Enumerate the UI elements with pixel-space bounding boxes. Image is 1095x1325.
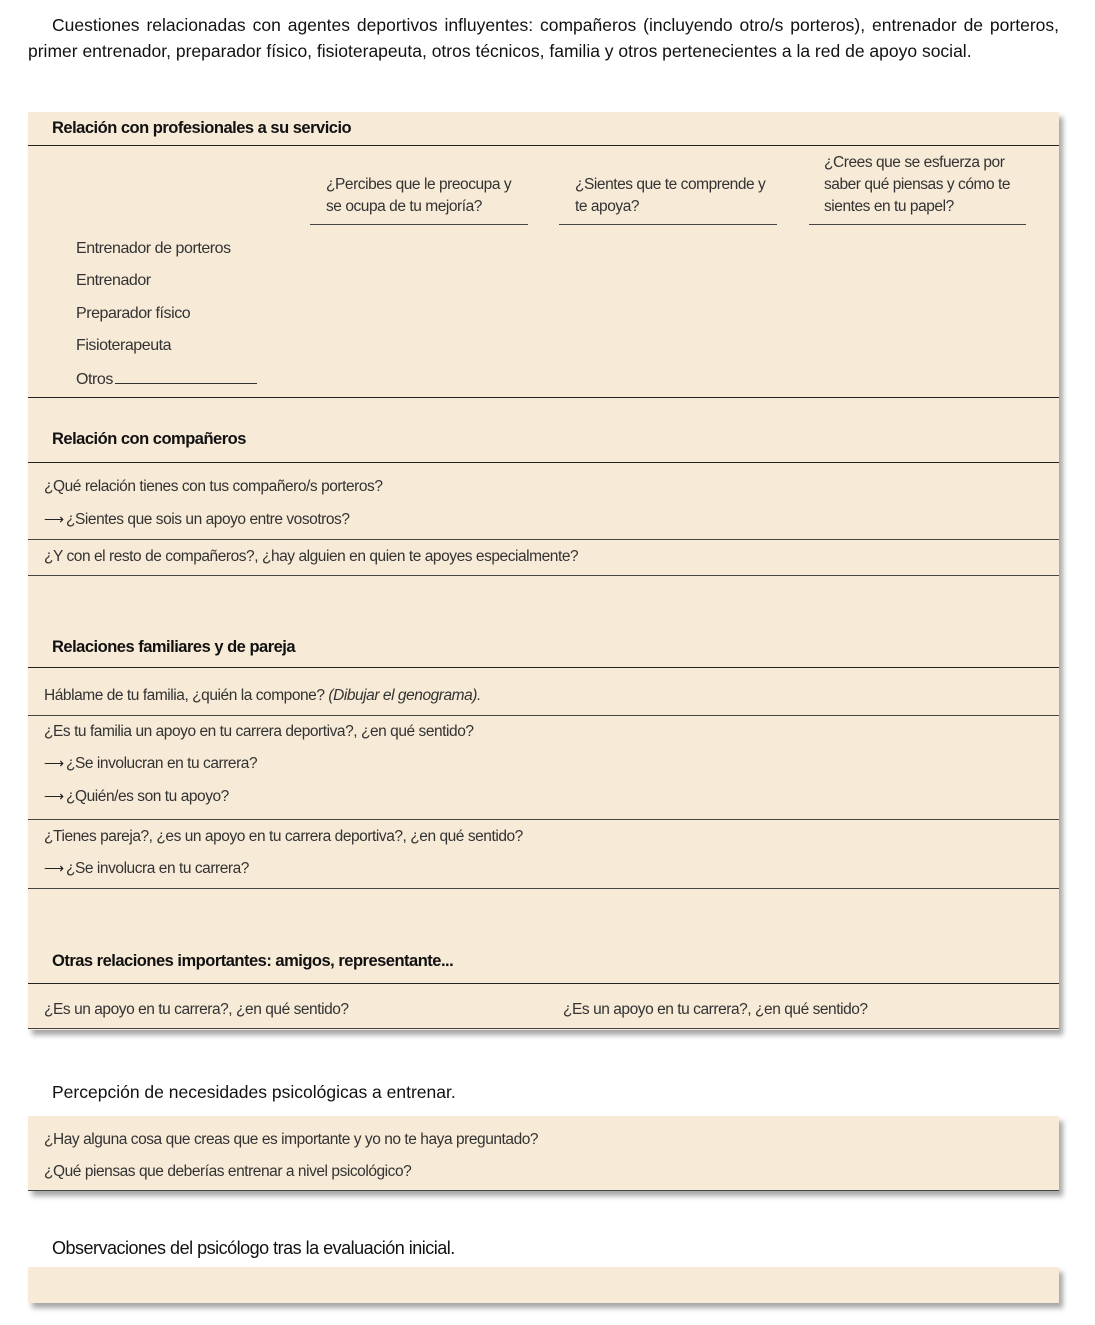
agents-panel [28,112,1059,1030]
divider [28,1028,1059,1029]
professional-row-other [76,369,257,389]
arrow-right-icon: ⟶ [44,511,62,527]
divider [28,397,1059,398]
follow-up-question [44,860,249,878]
column-question-2: ¿Sientes que te comprende y te apoya? [575,176,766,215]
section-heading-others: Otras relaciones importantes: amigos, representante... [52,952,454,970]
question: ¿Tienes pareja?, ¿es un apoyo en tu carrera deportiva?, ¿en qué sentido? [44,828,523,845]
observations-title: Observaciones del psicólogo tras la evaluación inicial. [52,1238,455,1258]
question: ¿Hay alguna cosa que creas que es importante y yo no te haya preguntado? [44,1131,539,1148]
question-left: ¿Es un apoyo en tu carrera?, ¿en qué sentido? [44,1001,349,1018]
question: ¿Qué relación tienes con tus compañero/s porteros? [44,478,383,495]
divider [28,819,1059,820]
instruction-note: (Dibujar el genograma). [328,687,481,704]
divider [28,1190,1059,1191]
needs-title: Percepción de necesidades psicológicas a entrenar. [52,1082,456,1102]
divider [28,539,1059,540]
section-heading-teammates: Relación con compañeros [52,430,246,448]
needs-panel [28,1116,1059,1191]
follow-up-text: ¿Se involucra en tu carrera? [66,860,249,877]
divider [28,983,1059,984]
answer-line [310,224,528,225]
divider [28,667,1059,668]
question-text: Háblame de tu familia, ¿quién la compone? [44,687,325,704]
question: ¿Y con el resto de compañeros?, ¿hay alguien en quien te apoyes especialmente? [44,548,579,565]
other-blank-line[interactable] [115,369,257,384]
observations-box[interactable] [28,1267,1059,1303]
divider [28,575,1059,576]
professional-row-label: Otros [76,371,113,388]
answer-line [809,224,1026,225]
professional-row: Preparador físico [76,305,191,322]
follow-up-question [44,788,229,806]
question: ¿Es tu familia un apoyo en tu carrera deportiva?, ¿en qué sentido? [44,723,474,740]
divider [28,145,1059,146]
divider [28,462,1059,463]
divider [28,888,1059,889]
follow-up-question [44,511,350,529]
intro-paragraph: Cuestiones relacionadas con agentes deportivos influyentes: compañeros (incluyendo otro/s porteros), entrenador de porteros, primer entrenador, preparador físico, fisioterapeuta, otros técnicos, familia y otros pertenecientes a la red de apoyo social. [28,15,1059,61]
question [44,687,481,705]
column-question-3: ¿Crees que se esfuerza por saber qué piensas y cómo te sientes en tu papel? [824,154,1011,215]
question-right: ¿Es un apoyo en tu carrera?, ¿en qué sentido? [563,1001,868,1018]
follow-up-text: ¿Sientes que sois un apoyo entre vosotros? [66,511,350,528]
section-heading-family: Relaciones familiares y de pareja [52,638,296,656]
professional-row: Entrenador de porteros [76,240,231,257]
arrow-right-icon: ⟶ [44,788,62,804]
professional-row: Fisioterapeuta [76,337,172,354]
follow-up-text: ¿Quién/es son tu apoyo? [66,788,229,805]
answer-line [559,224,777,225]
question: ¿Qué piensas que deberías entrenar a nivel psicológico? [44,1163,412,1180]
arrow-right-icon: ⟶ [44,860,62,876]
divider [28,715,1059,716]
follow-up-question [44,755,257,773]
professional-row: Entrenador [76,272,151,289]
follow-up-text: ¿Se involucran en tu carrera? [66,755,258,772]
column-question-1: ¿Percibes que le preocupa y se ocupa de tu mejoría? [326,176,512,215]
section-heading-professionals: Relación con profesionales a su servicio [52,119,352,137]
arrow-right-icon: ⟶ [44,755,62,771]
